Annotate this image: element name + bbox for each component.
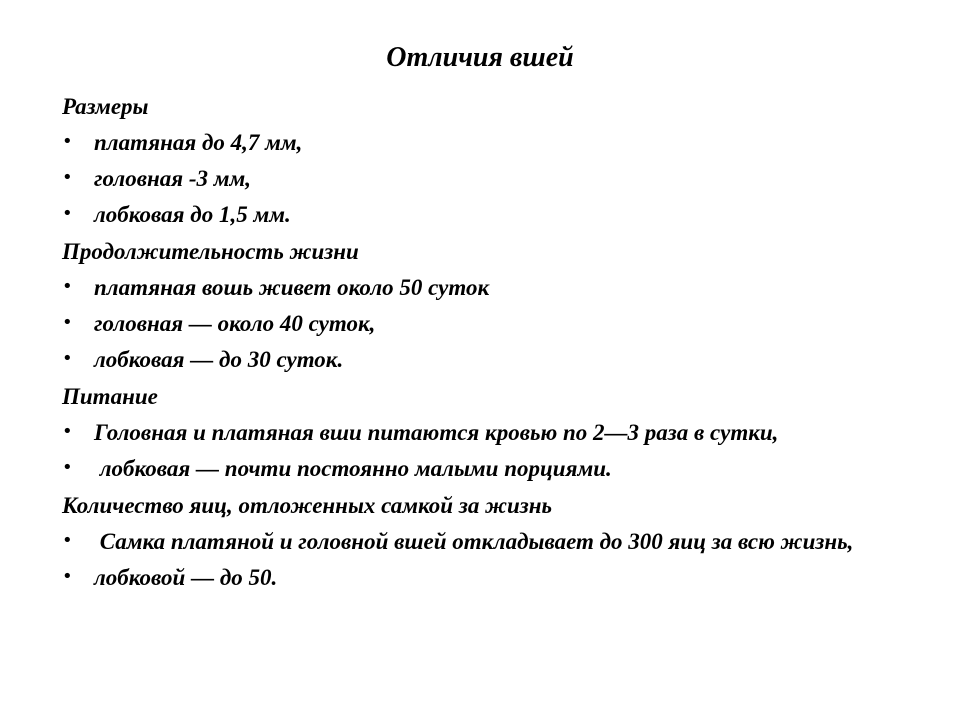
bullet-icon: •: [62, 276, 73, 297]
section-heading-feeding: Питание: [62, 384, 158, 409]
list-item-text: лобковой — до 50.: [94, 565, 278, 590]
list-item: [62, 560, 902, 596]
list-item: [62, 306, 902, 342]
section-heading-eggs: Количество яиц, отложенных самкой за жизнь: [62, 493, 553, 518]
list-item: [62, 161, 902, 197]
bullet-icon: •: [62, 421, 73, 442]
list-item-text: Самка платяной и головной вшей откладывает до 300 яиц за всю жизнь,: [94, 529, 854, 554]
list-item: [62, 125, 902, 161]
bullet-icon: •: [62, 457, 73, 478]
list-item-text: лобковая — почти постоянно малыми порциями.: [94, 456, 612, 481]
slide-title: Отличия вшей: [386, 42, 574, 73]
list-item-text: лобковая до 1,5 мм.: [94, 202, 291, 227]
list-item-text: платяная вошь живет около 50 суток: [94, 275, 490, 300]
section-heading-sizes: Размеры: [62, 94, 149, 119]
slide-content: [62, 88, 902, 596]
list-item-text: платяная до 4,7 мм,: [94, 130, 303, 155]
list-item-text: лобковая — до 30 суток.: [94, 347, 344, 372]
bullet-icon: •: [62, 530, 73, 551]
list-item: [62, 415, 902, 451]
bullet-icon: •: [62, 131, 73, 152]
bullet-icon: •: [62, 203, 73, 224]
section-heading-lifespan: Продолжительность жизни: [62, 239, 359, 264]
list-item: [62, 197, 902, 233]
list-item: [62, 270, 902, 306]
bullet-icon: •: [62, 312, 73, 333]
bullet-icon: •: [62, 566, 73, 587]
list-item-text: Головная и платяная вши питаются кровью по 2—3 раза в сутки,: [94, 420, 779, 445]
bullet-icon: •: [62, 348, 73, 369]
list-item-text: головная -3 мм,: [94, 166, 252, 191]
bullet-icon: •: [62, 167, 73, 188]
list-item: [62, 524, 902, 560]
list-item: [62, 451, 902, 487]
list-item-text: головная — около 40 суток,: [94, 311, 376, 336]
list-item: [62, 342, 902, 378]
